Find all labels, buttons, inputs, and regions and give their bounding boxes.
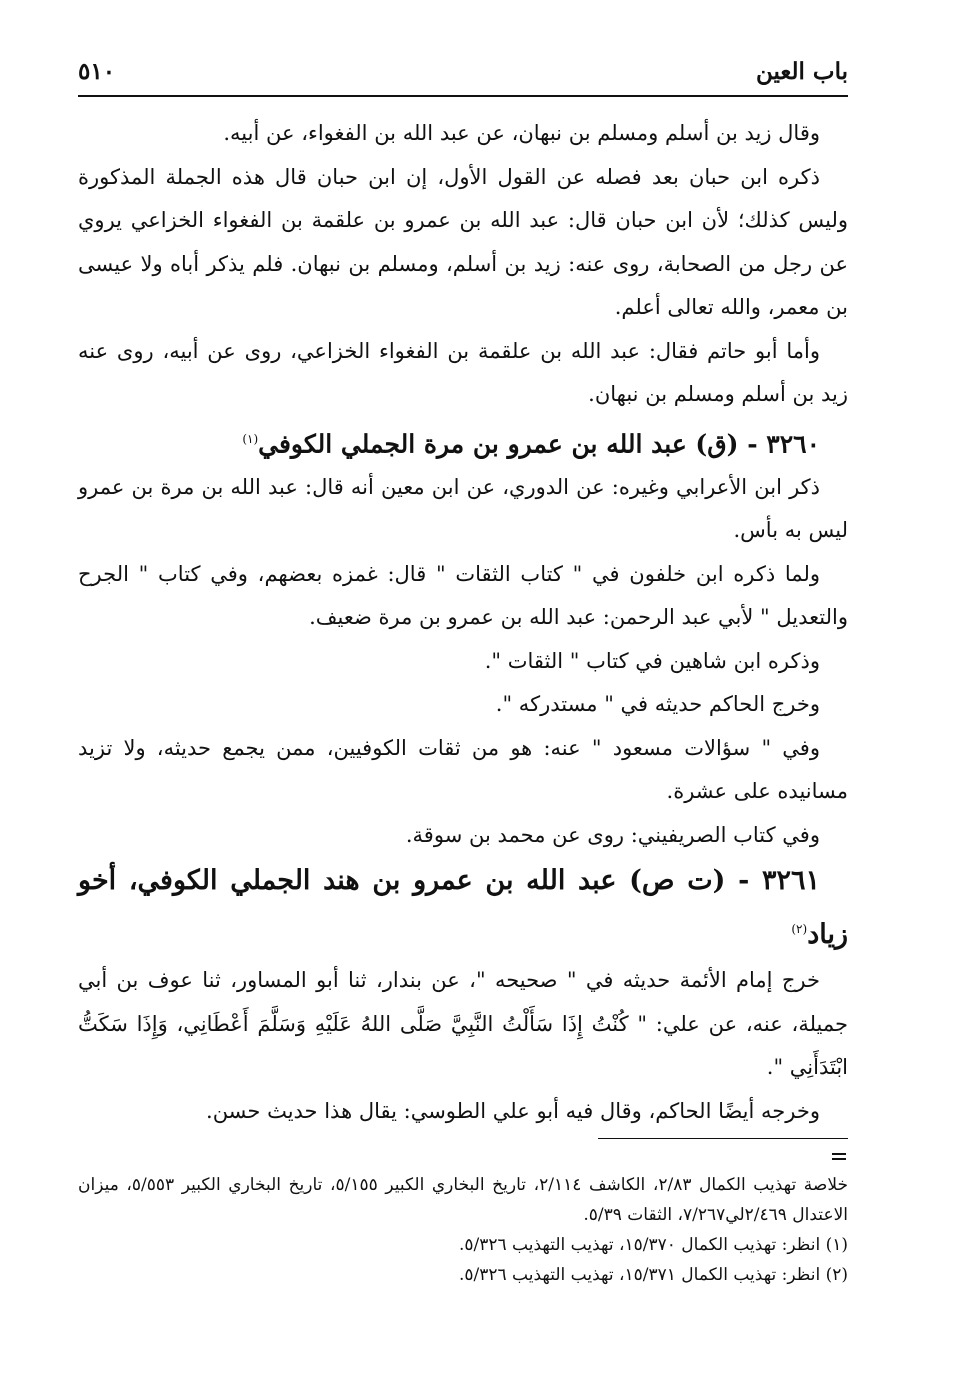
- paragraph: ذكر ابن الأعرابي وغيره: عن الدوري، عن ابن معين أنه قال: عبد الله بن مرة بن عمرو ليس به بأس.: [78, 474, 848, 543]
- paragraph: وقال زيد بن أسلم ومسلم بن نبهان، عن عبد الله بن الفغواء، عن أبيه.: [223, 121, 820, 145]
- paragraph: ولما ذكره ابن خلفون في " كتاب الثقات " قال: غمزه بعضهم، وفي كتاب " الجرح والتعديل " لأبي عبد الرحمن: عبد الله بن عمرو بن مرة ضعيف.: [78, 561, 848, 630]
- footnote-ref: (١): [242, 431, 259, 446]
- entry-heading-text: ٣٢٦٠ - (ق) عبد الله بن عمرو بن مرة الجملي الكوفي: [258, 428, 820, 458]
- footnotes: [78, 1170, 848, 1290]
- paragraph: وفي " سؤالات مسعود " عنه: هو من ثقات الكوفيين، ممن يجمع حديثه، ولا تزيد مسانيده على عشرة.: [78, 735, 848, 804]
- footnote-divider: [598, 1138, 848, 1139]
- page-number: ٥١٠: [78, 58, 116, 85]
- entry-heading: [78, 857, 848, 959]
- header-divider: [78, 95, 848, 97]
- paragraph: وخرجه أيضًا الحاكم، وقال فيه أبو علي الطوسي: يقال هذا حديث حسن.: [206, 1098, 820, 1123]
- footnote: خلاصة تهذيب الكمال ٢/٨٣، الكاشف ٢/١١٤، تاريخ البخاري الكبير ٥/١٥٥، تاريخ البخاري الكبير ٥/٥٥٣، ميزان الاعتدال ٢/٤٦٩لي٧/٢٦٧، الثقات ٥/٣٩.: [78, 1175, 849, 1225]
- paragraph: وفي كتاب الصريفيني: روى عن محمد بن سوقة.: [405, 822, 820, 847]
- paragraph: وخرج الحاكم حديثه في " مستدركه ".: [495, 692, 820, 717]
- entry-heading: [78, 417, 848, 466]
- footnote-marker: [832, 1158, 846, 1160]
- paragraph: ذكره ابن حبان بعد فصله عن القول الأول، إن ابن حبان قال هذه الجملة المذكورة وليس كذلك؛ لأن ابن حبان قال: عبد الله بن عمرو بن علقمة بن الفغواء الخزاعي يروي عن رجل من الصحابة، روى عنه: زيد بن أسلم، ومسلم بن نبهان. فلم يذكر أباه ولا عيسى بن معمر، والله تعالى أعلم.: [78, 164, 848, 319]
- paragraph: وذكره ابن شاهين في كتاب " الثقات ".: [484, 648, 820, 673]
- chapter-title: باب العين: [755, 58, 848, 85]
- page-header: [78, 58, 848, 92]
- footnote: (١) انظر: تهذيب الكمال ١٥/٣٧٠، تهذيب التهذيب ٥/٣٢٦.: [458, 1235, 848, 1255]
- footnote: (٢) انظر: تهذيب الكمال ١٥/٣٧١، تهذيب التهذيب ٥/٣٢٦.: [458, 1265, 848, 1285]
- footnote-marker: [832, 1153, 846, 1155]
- paragraph: خرج إمام الأئمة حديثه في " صحيحه "، عن بندار، ثنا أبو المساور، ثنا عوف بن أبي جميلة، عنه، عن علي: " كُنْتُ إِذَا سَأَلْتُ النَّبِيَّ صَلَّى اللهُ عَلَيْهِ وَسَلَّمَ أَعْطَانِي، وَإِذَا سَكَتُّ ابْتَدَأَنِي ".: [78, 968, 848, 1080]
- footnote-ref: (٢): [791, 922, 808, 937]
- main-text: [78, 112, 848, 1133]
- paragraph: وأما أبو حاتم فقال: عبد الله بن علقمة بن الفغواء الخزاعي، روى عن أبيه، روى عنه زيد بن أسلم ومسلم بن نبهان.: [78, 338, 848, 406]
- entry-heading-text: ٣٢٦١ - (ت ص) عبد الله بن عمرو بن هند الجملي الكوفي، أخو زياد: [78, 865, 848, 951]
